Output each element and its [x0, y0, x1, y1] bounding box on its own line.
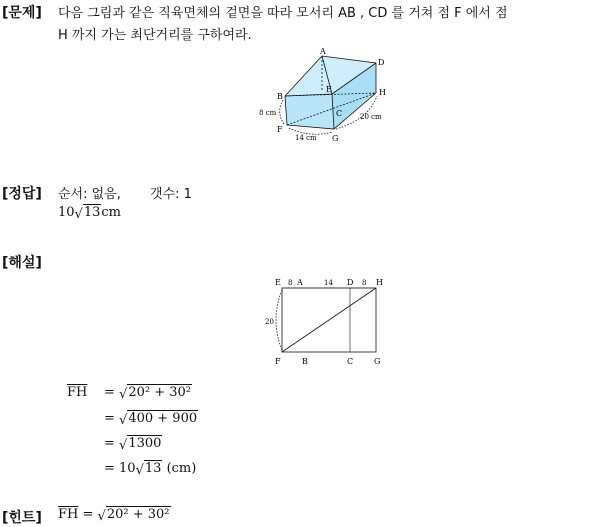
sqrt-symbol-icon: √ [119, 387, 128, 402]
fig1-dim-width: 20 cm [360, 113, 382, 121]
answer-label: [정답] [2, 186, 42, 202]
fig2-label-h: H [376, 278, 383, 287]
fig2-label-b: B [302, 357, 308, 366]
fig1-label-g: G [332, 134, 339, 143]
fig1-label-f: F [277, 125, 283, 134]
hint-label: [힌트] [2, 510, 42, 526]
sqrt-symbol-icon: √ [135, 463, 144, 478]
sqrt-symbol-icon: √ [74, 207, 83, 222]
net-figure [262, 272, 392, 372]
fig2-label-d: D [347, 278, 354, 287]
sqrt-symbol-icon: √ [97, 509, 106, 524]
answer-count: 갯수: 1 [150, 187, 192, 202]
fig1-label-h: H [379, 88, 386, 97]
answer-unit: cm [101, 205, 121, 220]
fig1-label-e: E [326, 85, 332, 94]
sqrt-symbol-icon: √ [119, 438, 128, 453]
cuboid-front-face [285, 94, 334, 129]
fig2-label-e: E [275, 278, 281, 287]
sqrt-symbol-icon: √ [119, 413, 128, 428]
answer-value [58, 205, 121, 222]
fig1-label-a: A [320, 47, 326, 56]
answer-order: 순서: 없음, [58, 187, 121, 202]
step-lhs: $\overline{FH}$ [67, 385, 88, 400]
step-2: = √400 + 900 [104, 411, 198, 428]
hint-formula: $\overline{FH} = √20^2 + 30^2$ [58, 507, 170, 524]
fig1-dim-height: 8 cm [259, 109, 277, 117]
fig2-label-g: G [374, 357, 381, 366]
fig2-label-f: F [275, 357, 281, 366]
problem-text-line1: 다음 그림과 같은 직육면체의 겉면을 따라 모서리 AB , CD 를 거쳐 점 F 에서 점 [58, 6, 508, 21]
answer-rad: 13 [83, 205, 101, 220]
fig1-label-b: B [277, 92, 283, 101]
fig1-dim-length: 14 cm [295, 134, 317, 142]
fig1-label-d: D [378, 58, 385, 67]
problem-label: [문제] [2, 5, 42, 21]
cuboid-figure [250, 46, 400, 146]
fig2-seg-right: 8 [362, 279, 367, 287]
step-4: = 10√13 (cm) [104, 461, 197, 478]
fig1-label-c: C [336, 109, 343, 118]
fig2-side-length: 20 [265, 318, 274, 326]
explanation-label: [해설] [2, 255, 42, 271]
step-1: = √20² + 30² [104, 385, 191, 402]
fig2-seg-middle: 14 [324, 279, 333, 287]
step-3: = √1300 [104, 436, 162, 453]
fig2-label-a: A [297, 278, 303, 287]
fig2-seg-left: 8 [288, 279, 293, 287]
answer-coef: 10 [58, 205, 75, 220]
fig2-label-c: C [347, 357, 354, 366]
problem-text-line2: H 까지 가는 최단거리를 구하여라. [58, 28, 252, 43]
